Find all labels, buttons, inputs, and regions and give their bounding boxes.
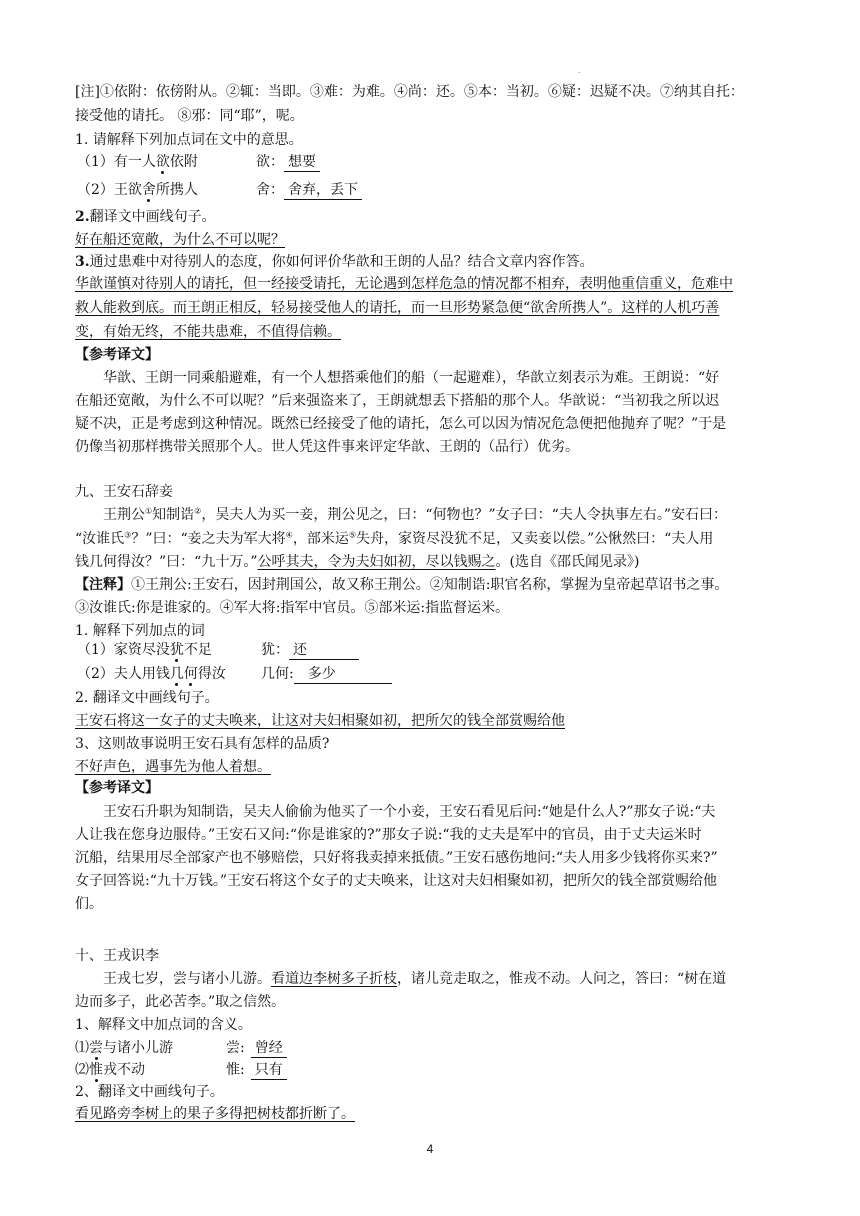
dotted-word: 尝 bbox=[89, 1040, 103, 1056]
answer-text: 变，有始无终，不能共患难，不值得信赖。 bbox=[75, 324, 341, 340]
paragraph-line: 疑不决，正是考虑到这种情况。既然已经接受了他的请托，怎么可以因为情况危急便把他抛弃了呢？”于是 bbox=[75, 416, 727, 432]
passage-line: 王戎七岁，尝与诸小儿游。看道边李树多子折枝，诸儿竞走取之，惟戎不动。人问之，答曰：“树在道 bbox=[103, 971, 727, 987]
dotted-word: 惟 bbox=[89, 1062, 103, 1078]
section-title: 九、王安石辞妾 bbox=[75, 484, 173, 500]
paragraph-line: 沉船，结果用尽全部家产也不够赔偿，只好将我卖掉来抵债。”王安石感伤地问:“夫人用多少钱将你买来?” bbox=[75, 850, 718, 866]
question-item: （1）家资尽没犹不足 bbox=[77, 642, 212, 658]
passage-line: 边而多子，此必苦李。”取之信然。 bbox=[75, 994, 286, 1010]
answer-text: 救人能救到底。而王朗正相反，轻易接受他人的请托，而一旦形势紧急便“欲舍所携人”。这样的人机巧善 bbox=[75, 300, 720, 316]
passage-line: 王荆公①知制诰②，吴夫人为买一妾，荆公见之，曰：“何物也？”女子曰：“夫人令执事左右。”安石曰： bbox=[103, 506, 727, 523]
paragraph-line: 仍像当初那样携带关照那个人。世人凭这件事来评定华歆、王朗的（品行）优劣。 bbox=[75, 439, 579, 455]
answer-text: 看见路旁李树上的果子多得把树枝都折断了。 bbox=[75, 1106, 355, 1122]
question-item: （2）王欲舍所携人 bbox=[77, 182, 198, 198]
page-number: 4 bbox=[426, 1142, 434, 1156]
question: 1. 解释下列加点的词 bbox=[75, 623, 205, 639]
dotted-word: 舍 bbox=[141, 182, 156, 198]
passage-line: 钱几何得汝？”曰：“九十万。”公呼其夫，令为夫妇如初，尽以钱赐之。(选自《邵氏闻见录》) bbox=[75, 554, 640, 570]
notes-line: ③汝谁氏:你是谁家的。④军大将:指军中官员。⑤部米运:指监督运米。 bbox=[75, 600, 510, 616]
question-item: ⑵惟戎不动 bbox=[75, 1062, 145, 1078]
answer-blank: 多少 bbox=[294, 665, 392, 684]
annotation-line: 接受他的请托。 ⑧邪：同“耶”，呢。 bbox=[75, 108, 304, 124]
paragraph-line: 华歆、王朗一同乘船避难，有一个人想搭乘他们的船（一起避难），华歆立刻表示为难。王朗说：“好 bbox=[103, 370, 720, 386]
dotted-word: 犹 bbox=[169, 642, 184, 658]
question: 2.翻译文中画线句子。 bbox=[75, 209, 216, 225]
answer-item: 几何: 多少 bbox=[261, 664, 392, 684]
dotted-word: 何 bbox=[183, 666, 198, 682]
answer-text: 好在船还宽敞，为什么不可以呢？ bbox=[75, 232, 285, 248]
answer-item: 尝: 曾经 bbox=[226, 1038, 287, 1058]
section-title: 十、王戎识李 bbox=[75, 948, 159, 964]
notes-line: 【注释】①王荆公:王安石，因封荆国公，故又称王荆公。②知制诰:职官名称，掌握为皇帝起草诏书之事。 bbox=[75, 577, 729, 593]
answer-blank: 只有 bbox=[251, 1061, 287, 1080]
paragraph-line: 人让我在您身边服侍。”王安石又问:“你是谁家的?”那女子说:“我的丈夫是军中的官员，由于丈夫运米时 bbox=[75, 827, 702, 843]
question: 3.通过患难中对待别人的态度，你如何评价华歆和王朗的人品？结合文章内容作答。 bbox=[75, 254, 594, 270]
section-heading: 【参考译文】 bbox=[75, 780, 159, 796]
answer-blank: 还 bbox=[289, 641, 359, 660]
question: 2、翻译文中画线句子。 bbox=[75, 1084, 224, 1100]
answer-text: 王安石将这一女子的丈夫唤来，让这对夫妇相聚如初，把所欠的钱全部赏赐给他 bbox=[75, 713, 565, 729]
paragraph-line: 在船还宽敞，为什么不可以呢？”后来强盗来了，王朗就想丢下搭船的那个人。华歆说：“当初我之所以迟 bbox=[75, 393, 720, 409]
section-heading: 【参考译文】 bbox=[75, 347, 159, 363]
question-item: （2）夫人用钱几何得汝 bbox=[77, 666, 226, 682]
question-item: （1）有一人欲依附 bbox=[77, 154, 198, 170]
dotted-word: 欲 bbox=[155, 154, 170, 170]
question: 2. 翻译文中画线句子。 bbox=[75, 690, 219, 706]
header-mark: . bbox=[578, 66, 581, 75]
passage-line: “汝谁氏③？”曰：“妾之夫为军大将④，部米运⑤失舟，家资尽没犹不足，又卖妾以偿。”公愀然曰：“夫人用 bbox=[75, 530, 714, 547]
dotted-word: 几 bbox=[169, 666, 184, 682]
answer-blank: 舍弃，丢下 bbox=[284, 181, 362, 200]
paragraph-line: 女子回答说:“九十万钱。”王安石将这个女子的丈夫唤来，让这对夫妇相聚如初，把所欠的钱全部赏赐给他 bbox=[75, 873, 718, 889]
underlined-sentence: 看道边李树多子折枝 bbox=[271, 971, 397, 987]
underlined-sentence: 公呼其夫，令为夫妇如初，尽以钱赐之 bbox=[257, 554, 496, 570]
question: 1. 请解释下列加点词在文中的意思。 bbox=[75, 132, 303, 148]
answer-item: 犹： 还 bbox=[261, 640, 359, 660]
answer-text: 不好声色，遇事先为他人着想。 bbox=[75, 759, 271, 775]
answer-item: 惟: 只有 bbox=[226, 1060, 287, 1080]
question: 3、这则故事说明王安石具有怎样的品质? bbox=[75, 736, 330, 752]
question-item: ⑴尝与诸小儿游 bbox=[75, 1040, 173, 1056]
annotation-line: [注]①依附：依傍附从。②辄：当即。③难：为难。④尚：还。⑤本：当初。⑥疑：迟疑不决。⑦纳其自托： bbox=[75, 84, 744, 100]
answer-blank: 想要 bbox=[284, 153, 320, 172]
paragraph-line: 王安石升职为知制诰，吴夫人偷偷为他买了一个小妾，王安石看见后问:“她是什么人?”那女子说:“夫 bbox=[103, 804, 716, 820]
question: 1、解释文中加点词的含义。 bbox=[75, 1017, 252, 1033]
paragraph-line: 们。 bbox=[75, 896, 103, 912]
answer-blank: 曾经 bbox=[251, 1039, 287, 1058]
answer-text: 华歆谨慎对待别人的请托，但一经接受请托，无论遇到怎样危急的情况都不相弃，表明他重信重义，危难中 bbox=[75, 276, 733, 292]
answer-item: 欲： 想要 bbox=[256, 152, 320, 172]
answer-item: 舍： 舍弃，丢下 bbox=[256, 180, 362, 200]
